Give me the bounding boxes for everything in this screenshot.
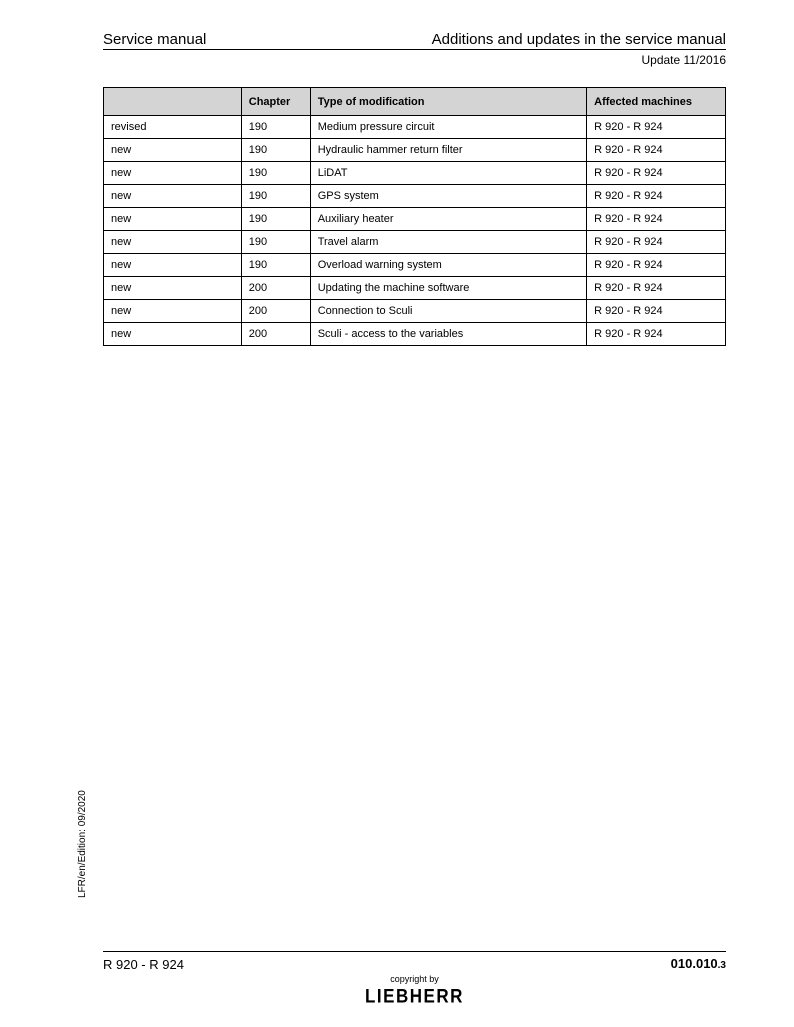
cell-status: new: [104, 185, 242, 208]
table-header-row: [104, 88, 726, 116]
cell-status: new: [104, 300, 242, 323]
page-number-suffix: .3: [717, 960, 726, 971]
header-section-title: Additions and updates in the service manual: [431, 31, 726, 48]
table-row: [104, 323, 726, 346]
cell-status: revised: [104, 116, 242, 139]
cell-machines: R 920 - R 924: [587, 323, 726, 346]
footer-divider: [103, 951, 726, 952]
cell-modification: Sculi - access to the variables: [310, 323, 586, 346]
copyright-label: copyright by: [390, 974, 439, 984]
cell-modification: Medium pressure circuit: [310, 116, 586, 139]
table-row: [104, 208, 726, 231]
cell-machines: R 920 - R 924: [587, 185, 726, 208]
table-row: [104, 277, 726, 300]
cell-chapter: 190: [241, 162, 310, 185]
cell-modification: LiDAT: [310, 162, 586, 185]
cell-modification: Travel alarm: [310, 231, 586, 254]
header-title: Service manual: [103, 31, 207, 48]
cell-status: new: [104, 208, 242, 231]
cell-chapter: 190: [241, 254, 310, 277]
cell-status: new: [104, 254, 242, 277]
cell-machines: R 920 - R 924: [587, 254, 726, 277]
cell-modification: Connection to Sculi: [310, 300, 586, 323]
table-row: [104, 139, 726, 162]
cell-chapter: 190: [241, 185, 310, 208]
cell-status: new: [104, 323, 242, 346]
cell-chapter: 190: [241, 139, 310, 162]
cell-chapter: 190: [241, 116, 310, 139]
cell-machines: R 920 - R 924: [587, 162, 726, 185]
cell-chapter: 200: [241, 323, 310, 346]
table-row: [104, 254, 726, 277]
column-header-status: [104, 88, 242, 116]
cell-machines: R 920 - R 924: [587, 116, 726, 139]
table-row: [104, 300, 726, 323]
cell-modification: Hydraulic hammer return filter: [310, 139, 586, 162]
column-header-machines: Affected machines: [587, 88, 726, 116]
cell-machines: R 920 - R 924: [587, 139, 726, 162]
cell-status: new: [104, 231, 242, 254]
update-label: Update 11/2016: [641, 53, 726, 67]
cell-machines: R 920 - R 924: [587, 231, 726, 254]
cell-chapter: 200: [241, 300, 310, 323]
cell-status: new: [104, 139, 242, 162]
table-row: [104, 116, 726, 139]
cell-modification: GPS system: [310, 185, 586, 208]
cell-modification: Overload warning system: [310, 254, 586, 277]
header-divider: [103, 49, 726, 50]
edition-note: LFR/en/Edition: 09/2020: [77, 790, 88, 898]
cell-status: new: [104, 277, 242, 300]
cell-machines: R 920 - R 924: [587, 277, 726, 300]
column-header-chapter: Chapter: [241, 88, 310, 116]
table-row: [104, 231, 726, 254]
table-row: [104, 162, 726, 185]
column-header-modification: Type of modification: [310, 88, 586, 116]
footer-machine-range: R 920 - R 924: [103, 957, 184, 972]
cell-chapter: 190: [241, 208, 310, 231]
cell-machines: R 920 - R 924: [587, 300, 726, 323]
liebherr-logo: LIEBHERR: [365, 985, 464, 1007]
cell-modification: Updating the machine software: [310, 277, 586, 300]
cell-status: new: [104, 162, 242, 185]
table-row: [104, 185, 726, 208]
cell-chapter: 200: [241, 277, 310, 300]
page-number-main: 010.010: [670, 956, 718, 971]
page-number: [671, 956, 726, 971]
cell-chapter: 190: [241, 231, 310, 254]
cell-machines: R 920 - R 924: [587, 208, 726, 231]
cell-modification: Auxiliary heater: [310, 208, 586, 231]
modifications-table: [103, 87, 726, 346]
